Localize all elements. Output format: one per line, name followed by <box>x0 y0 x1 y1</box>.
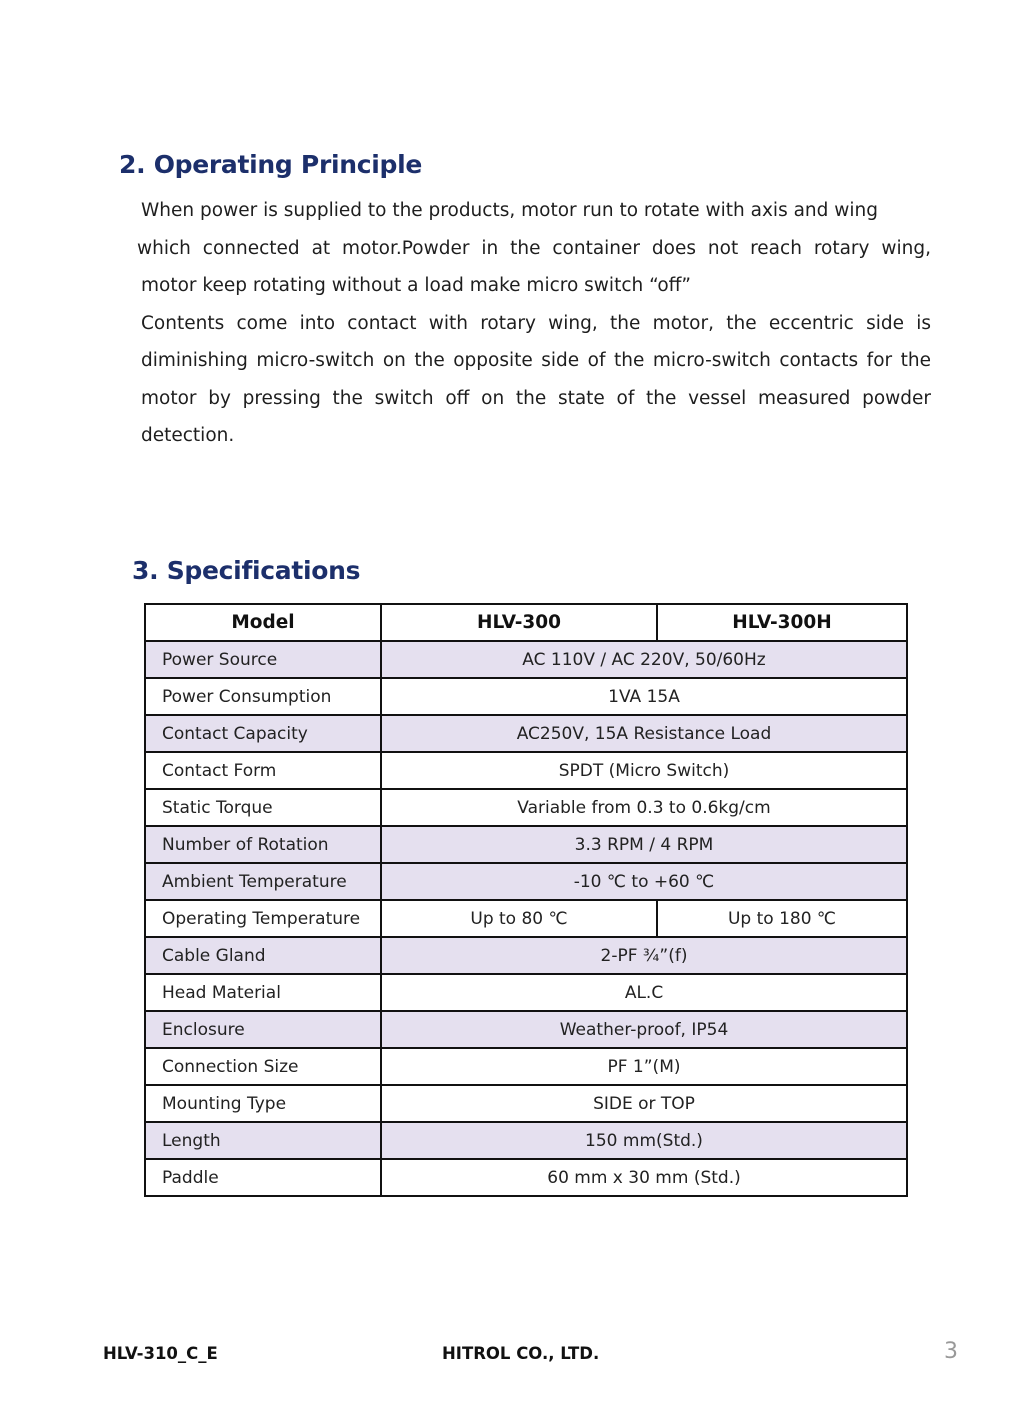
table-row <box>145 1085 907 1122</box>
row-label: Head Material <box>145 974 381 1011</box>
row-value: PF 1”(M) <box>381 1048 907 1085</box>
row-label: Mounting Type <box>145 1085 381 1122</box>
row-label: Static Torque <box>145 789 381 826</box>
row-value: 3.3 RPM / 4 RPM <box>381 826 907 863</box>
row-label: Length <box>145 1122 381 1159</box>
text-line: motor by pressing the switch off on the state of the vessel measured powder <box>141 387 931 409</box>
section-title-operating-principle: 2. Operating Principle <box>119 150 423 179</box>
row-label: Enclosure <box>145 1011 381 1048</box>
page-number: 3 <box>944 1339 958 1364</box>
row-label: Operating Temperature <box>145 900 381 937</box>
table-row <box>145 863 907 900</box>
row-value: SPDT (Micro Switch) <box>381 752 907 789</box>
text-line: which connected at motor.Powder in the container does not reach rotary wing, <box>137 237 931 259</box>
row-label: Contact Capacity <box>145 715 381 752</box>
row-value: 60 mm x 30 mm (Std.) <box>381 1159 907 1196</box>
table-row <box>145 937 907 974</box>
operating-principle-text <box>137 192 931 455</box>
row-label: Contact Form <box>145 752 381 789</box>
table-row <box>145 826 907 863</box>
table-header-row <box>145 604 907 641</box>
table-row <box>145 1159 907 1196</box>
row-label: Power Consumption <box>145 678 381 715</box>
row-label: Connection Size <box>145 1048 381 1085</box>
header-hlv-300h: HLV-300H <box>657 604 907 641</box>
row-value: 150 mm(Std.) <box>381 1122 907 1159</box>
row-label: Cable Gland <box>145 937 381 974</box>
row-label: Power Source <box>145 641 381 678</box>
text-line: Contents come into contact with rotary wing, the motor, the eccentric side is <box>141 312 931 334</box>
row-value: 1VA 15A <box>381 678 907 715</box>
row-value: Variable from 0.3 to 0.6kg/cm <box>381 789 907 826</box>
header-model: Model <box>145 604 381 641</box>
specifications-table <box>144 603 908 1197</box>
table-row <box>145 900 907 937</box>
row-value: -10 ℃ to +60 ℃ <box>381 863 907 900</box>
text-line: detection. <box>141 425 235 446</box>
row-value-hlv-300h: Up to 180 ℃ <box>657 900 907 937</box>
table-row <box>145 789 907 826</box>
table-row <box>145 678 907 715</box>
row-value: SIDE or TOP <box>381 1085 907 1122</box>
row-value: AC250V, 15A Resistance Load <box>381 715 907 752</box>
table-row <box>145 974 907 1011</box>
table-row <box>145 715 907 752</box>
text-line: When power is supplied to the products, motor run to rotate with axis and wing <box>141 200 879 221</box>
table-row <box>145 1048 907 1085</box>
text-line: diminishing micro-switch on the opposite side of the micro-switch contacts for the <box>141 350 931 371</box>
row-value-hlv-300: Up to 80 ℃ <box>381 900 657 937</box>
row-label: Ambient Temperature <box>145 863 381 900</box>
table-row <box>145 752 907 789</box>
row-value: AC 110V / AC 220V, 50/60Hz <box>381 641 907 678</box>
row-label: Paddle <box>145 1159 381 1196</box>
table-row <box>145 641 907 678</box>
row-value: Weather-proof, IP54 <box>381 1011 907 1048</box>
header-hlv-300: HLV-300 <box>381 604 657 641</box>
footer-company: HITROL CO., LTD. <box>442 1344 600 1363</box>
section-title-specifications: 3. Specifications <box>132 556 361 585</box>
text-line: motor keep rotating without a load make micro switch “off” <box>141 275 691 296</box>
row-label: Number of Rotation <box>145 826 381 863</box>
table-row <box>145 1122 907 1159</box>
row-value: AL.C <box>381 974 907 1011</box>
footer-doc-code: HLV-310_C_E <box>103 1344 218 1363</box>
row-value: 2-PF ¾”(f) <box>381 937 907 974</box>
table-row <box>145 1011 907 1048</box>
